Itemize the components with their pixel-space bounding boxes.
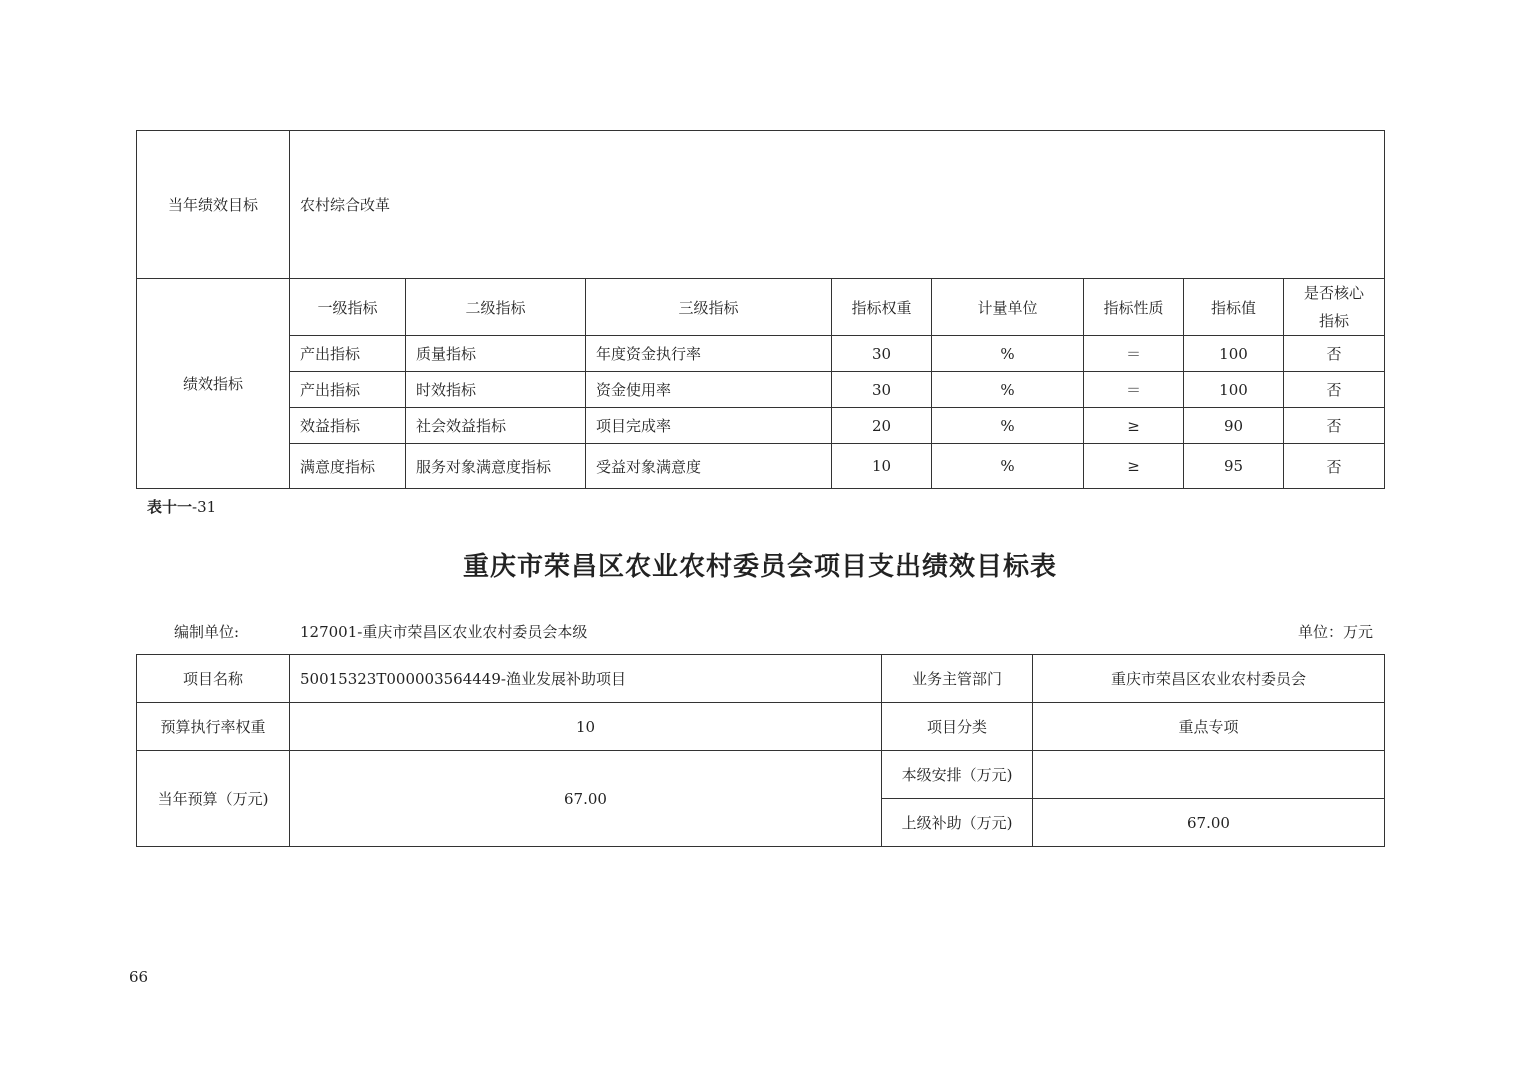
row-level1: 产出指标 (290, 336, 406, 372)
row-level3: 年度资金执行率 (586, 336, 832, 372)
row-level3: 资金使用率 (586, 372, 832, 408)
upper-label: 上级补助（万元) (882, 799, 1033, 847)
row-level2: 社会效益指标 (406, 408, 586, 444)
row-level2: 时效指标 (406, 372, 586, 408)
project-name-value: 50015323T000003564449-渔业发展补助项目 (290, 655, 882, 703)
header-core (1284, 279, 1385, 336)
header-core-line1: 是否核心 (1304, 284, 1365, 302)
header-weight: 指标权重 (832, 279, 932, 336)
local-value (1033, 751, 1385, 799)
table-label-number: -31 (192, 498, 217, 516)
project-name-label: 项目名称 (137, 655, 290, 703)
category-value: 重点专项 (1033, 703, 1385, 751)
row-weight: 20 (832, 408, 932, 444)
header-level2: 二级指标 (406, 279, 586, 336)
table-label (147, 496, 216, 517)
row-nature: ＝ (1084, 372, 1184, 408)
dept-label: 业务主管部门 (882, 655, 1033, 703)
row-nature: ＝ (1084, 336, 1184, 372)
perf-label: 绩效指标 (137, 279, 290, 489)
row-core: 否 (1284, 408, 1385, 444)
header-unit: 计量单位 (932, 279, 1084, 336)
header-value: 指标值 (1184, 279, 1284, 336)
local-label: 本级安排（万元) (882, 751, 1033, 799)
performance-indicator-table (136, 130, 1385, 489)
budget-value: 67.00 (290, 751, 882, 847)
row-weight: 30 (832, 336, 932, 372)
row-weight: 30 (832, 372, 932, 408)
header-nature: 指标性质 (1084, 279, 1184, 336)
row-level1: 产出指标 (290, 372, 406, 408)
row-value: 95 (1184, 444, 1284, 489)
row-unit: % (932, 444, 1084, 489)
row-level2: 质量指标 (406, 336, 586, 372)
header-core-line2: 指标 (1319, 312, 1350, 330)
project-info-table (136, 654, 1385, 847)
row-value: 100 (1184, 336, 1284, 372)
goal-label: 当年绩效目标 (137, 131, 290, 279)
table-row (137, 336, 1385, 372)
header-level3: 三级指标 (586, 279, 832, 336)
row-value: 90 (1184, 408, 1284, 444)
page-number: 66 (129, 968, 149, 986)
table-row (137, 372, 1385, 408)
page-title: 重庆市荣昌区农业农村委员会项目支出绩效目标表 (462, 552, 1057, 582)
row-value: 100 (1184, 372, 1284, 408)
header-level1: 一级指标 (290, 279, 406, 336)
table-row (137, 408, 1385, 444)
row-level1: 满意度指标 (290, 444, 406, 489)
row-core: 否 (1284, 336, 1385, 372)
row-unit: % (932, 372, 1084, 408)
compile-unit-value: 127001-重庆市荣昌区农业农村委员会本级 (300, 623, 588, 641)
row-level3: 项目完成率 (586, 408, 832, 444)
row-nature: ≥ (1084, 408, 1184, 444)
weight-label: 预算执行率权重 (137, 703, 290, 751)
row-core: 否 (1284, 372, 1385, 408)
row-nature: ≥ (1084, 444, 1184, 489)
upper-value: 67.00 (1033, 799, 1385, 847)
table-label-bold: 表十一 (147, 498, 193, 516)
row-core: 否 (1284, 444, 1385, 489)
row-weight: 10 (832, 444, 932, 489)
budget-label: 当年预算（万元) (137, 751, 290, 847)
dept-value: 重庆市荣昌区农业农村委员会 (1033, 655, 1385, 703)
table-row (137, 444, 1385, 489)
currency-unit: 单位：万元 (1297, 623, 1373, 641)
row-level3: 受益对象满意度 (586, 444, 832, 489)
row-unit: % (932, 408, 1084, 444)
weight-value: 10 (290, 703, 882, 751)
row-level1: 效益指标 (290, 408, 406, 444)
row-level2: 服务对象满意度指标 (406, 444, 586, 489)
category-label: 项目分类 (882, 703, 1033, 751)
compile-unit-label: 编制单位: (174, 623, 240, 641)
row-unit: % (932, 336, 1084, 372)
goal-value: 农村综合改革 (290, 131, 1385, 279)
